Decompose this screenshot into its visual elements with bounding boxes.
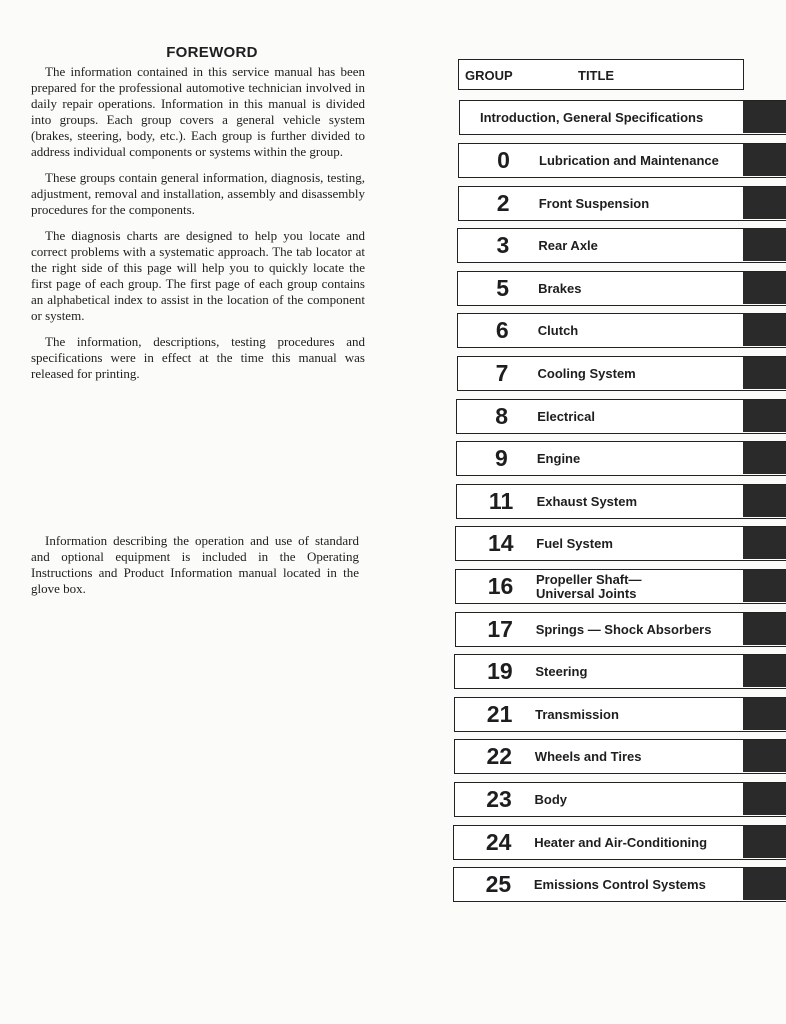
index-row-group-8[interactable] xyxy=(456,399,786,434)
group-title: Propeller Shaft— Universal Joints xyxy=(536,572,642,601)
group-title: Heater and Air-Conditioning xyxy=(534,834,708,850)
foreword-paragraph: The information contained in this service manual has been prepared for the professional automotive technician involved in daily repair operations. Information in this manual is divided into groups. Each group covers a general vehicle system (brakes, steering, body, etc.). Each group is further divided to address individual components or systems within the group. xyxy=(31,64,365,159)
thumb-tab xyxy=(743,229,786,261)
index-row-group-6[interactable] xyxy=(457,313,786,348)
group-number: 3 xyxy=(496,232,510,259)
thumb-tab xyxy=(743,740,786,772)
group-title: Rear Axle xyxy=(538,238,598,254)
group-title: Wheels and Tires xyxy=(534,749,642,765)
group-number: 0 xyxy=(497,147,510,173)
group-title: Steering xyxy=(535,664,588,680)
index-row-introduction[interactable] xyxy=(459,100,786,135)
index-row-group-5[interactable] xyxy=(457,271,786,306)
group-title: Electrical xyxy=(537,408,596,424)
group-number: 25 xyxy=(485,871,512,898)
index-header xyxy=(458,59,744,90)
group-title: Fuel System xyxy=(536,536,613,552)
thumb-tab xyxy=(743,144,786,176)
group-number: 24 xyxy=(485,828,512,855)
index-row-group-2[interactable] xyxy=(458,186,786,221)
group-title: Front Suspension xyxy=(538,195,650,211)
thumb-tab xyxy=(743,357,786,389)
foreword-heading: FOREWORD xyxy=(166,44,258,61)
foreword-paragraph: The diagnosis charts are designed to help you locate and correct problems with a systematic approach. The tab locator at the right side of this page will help you to quickly locate the first page of each group. The first page of each group contains an alphabetical index to assist in the location of the component or system. xyxy=(31,228,365,323)
group-number: 5 xyxy=(496,274,509,301)
thumb-tab xyxy=(743,442,786,474)
group-number: 21 xyxy=(486,700,513,727)
index-row-group-17[interactable] xyxy=(455,612,786,647)
group-number: 2 xyxy=(496,189,510,216)
foreword-section xyxy=(31,44,365,392)
group-title: Emissions Control Systems xyxy=(533,877,706,893)
group-number: 17 xyxy=(487,615,513,642)
index-row-group-7[interactable] xyxy=(457,356,786,391)
group-title: Clutch xyxy=(537,323,579,339)
thumb-tab xyxy=(743,527,786,559)
group-number: 8 xyxy=(495,402,509,429)
group-column-header: GROUP xyxy=(465,68,513,83)
thumb-tab xyxy=(743,101,786,133)
foreword-paragraph: These groups contain general information, diagnosis, testing, adjustment, removal and installation, assembly and disassembly procedures for the components. xyxy=(31,170,365,217)
title-column-header: TITLE xyxy=(578,68,615,83)
foreword-paragraph: The information, descriptions, testing procedures and specifications were in effect at the time this manual was released for printing. xyxy=(31,334,365,381)
thumb-tab xyxy=(743,400,786,432)
thumb-tab xyxy=(743,613,786,645)
group-title: Transmission xyxy=(535,706,619,722)
group-number: 23 xyxy=(486,786,512,812)
thumb-tab xyxy=(743,826,786,858)
group-number: 14 xyxy=(488,530,514,557)
group-number: 7 xyxy=(495,360,509,386)
group-number: 16 xyxy=(487,573,514,599)
thumb-tab xyxy=(743,783,786,815)
index-row-group-19[interactable] xyxy=(454,654,786,689)
group-title: Cooling System xyxy=(537,366,636,381)
thumb-tab xyxy=(743,485,786,517)
group-title: Lubrication and Maintenance xyxy=(539,153,719,168)
group-title: Engine xyxy=(536,451,581,467)
index-row-group-23[interactable] xyxy=(454,782,786,817)
index-row-group-9[interactable] xyxy=(456,441,786,476)
index-row-group-24[interactable] xyxy=(453,825,786,860)
index-row-group-0[interactable] xyxy=(458,143,786,178)
thumb-tab xyxy=(743,698,786,730)
thumb-tab xyxy=(743,314,786,346)
index-row-group-25[interactable] xyxy=(453,867,786,902)
group-number: 22 xyxy=(486,743,513,770)
index-row-group-16[interactable] xyxy=(455,569,786,604)
group-number: 6 xyxy=(495,317,509,344)
thumb-tab xyxy=(743,868,786,900)
index-row-title: Introduction, General Specifications xyxy=(480,110,704,125)
index-row-group-21[interactable] xyxy=(454,697,786,732)
group-title: Springs — Shock Absorbers xyxy=(535,621,712,637)
index-row-group-11[interactable] xyxy=(456,484,786,519)
group-title: Body xyxy=(534,792,567,807)
group-title: Exhaust System xyxy=(536,493,638,509)
index-row-group-3[interactable] xyxy=(457,228,786,263)
index-row-group-22[interactable] xyxy=(454,739,786,774)
group-number: 9 xyxy=(494,445,508,472)
index-row-group-14[interactable] xyxy=(455,526,786,561)
group-title: Brakes xyxy=(538,280,582,296)
thumb-tab xyxy=(743,570,786,602)
thumb-tab xyxy=(743,187,786,219)
thumb-tab xyxy=(743,655,786,687)
group-number: 19 xyxy=(487,658,513,685)
group-number: 11 xyxy=(488,487,514,514)
thumb-tab xyxy=(743,272,786,304)
glove-box-note: Information describing the operation and use of standard and optional equipment is included in the Operating Instructions and Product Information manual located in the glove box. xyxy=(31,533,359,596)
